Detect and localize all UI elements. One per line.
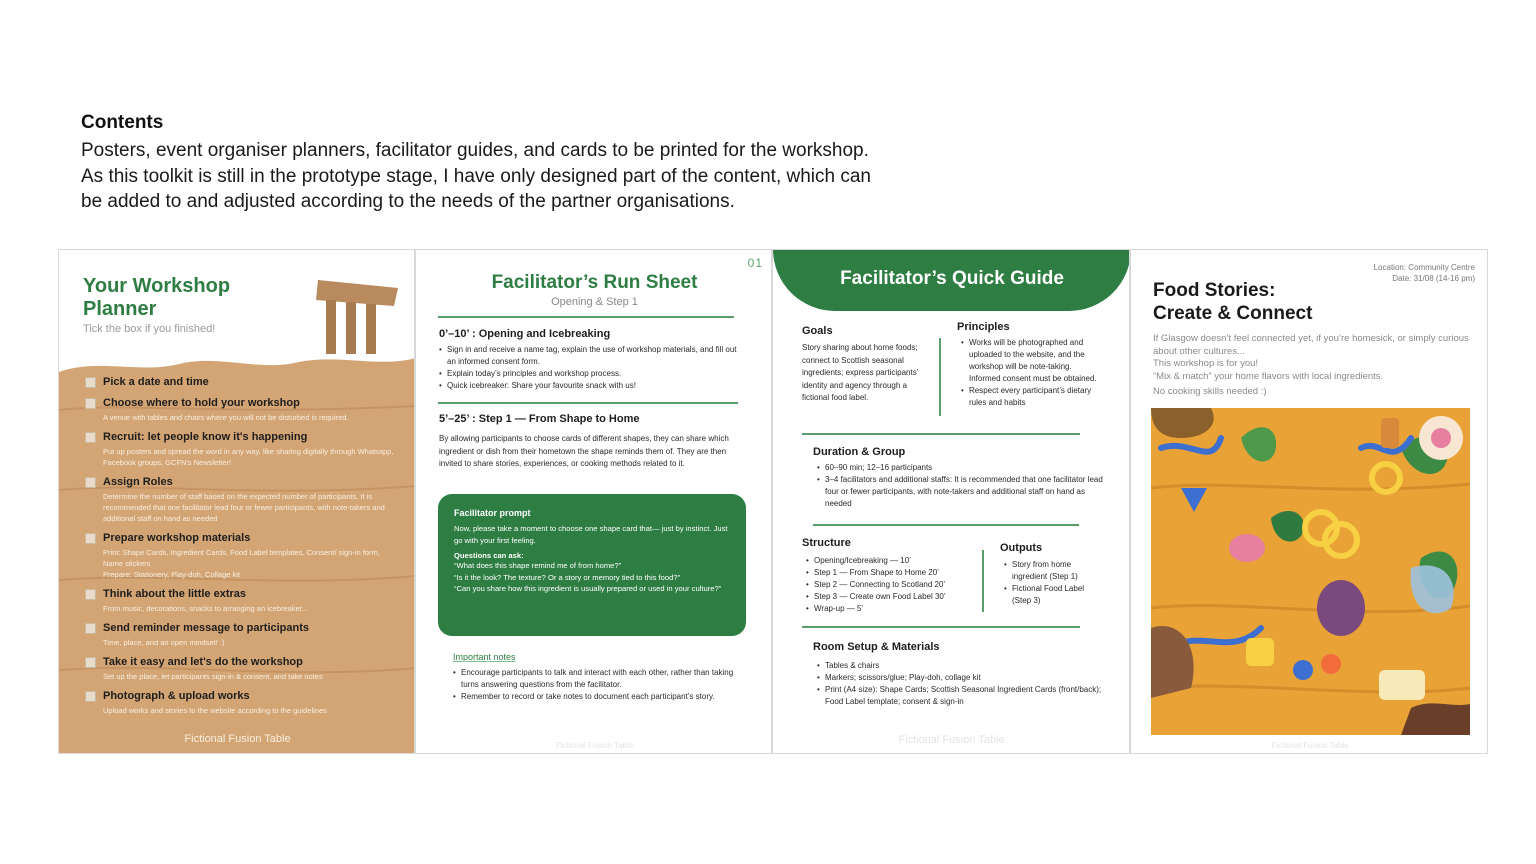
chair-icon bbox=[312, 276, 402, 356]
checkbox[interactable] bbox=[85, 477, 96, 488]
workshop-planner-page bbox=[58, 249, 415, 754]
checklist-item: Pick a date and time bbox=[85, 376, 400, 389]
poster-title: Food Stories: Create & Connect bbox=[1153, 280, 1313, 324]
list-item: • Fictional Food Label (Step 3) bbox=[1004, 583, 1099, 607]
event-location: Location: Community Centre bbox=[1373, 263, 1475, 272]
checkbox[interactable] bbox=[85, 398, 96, 409]
list-item: • Respect every participant’s dietary rules and habits bbox=[961, 385, 1101, 409]
duration-heading: Duration & Group bbox=[813, 446, 906, 458]
planner-footer: Fictional Fusion Table bbox=[184, 733, 291, 745]
column-divider bbox=[939, 338, 941, 416]
run-sheet-page bbox=[415, 249, 772, 754]
divider bbox=[813, 524, 1079, 526]
divider bbox=[438, 402, 738, 404]
list-item: • Quick icebreaker: Share your favourite snack with us! bbox=[439, 380, 739, 392]
list-item: • Tables & chairs bbox=[817, 660, 1107, 672]
list-item: • 60–90 min; 12–16 participants bbox=[817, 462, 1107, 474]
important-notes-heading: Important notes bbox=[453, 652, 516, 662]
list-item: • Step 1 — From Shape to Home 20’ bbox=[806, 567, 976, 579]
run-sheet-title: Facilitator’s Run Sheet bbox=[491, 272, 698, 293]
checklist-item: Prepare workshop materials Print: Shape Cards, Ingredient Cards, Food Label templates, Consent/ sign-in form, Name stickers Prepare: Stationery, Play-doh, Collage kit bbox=[85, 532, 400, 580]
prompt-text: Now, please take a moment to choose one shape card that— just by instinct. Just go with your first feeling. bbox=[454, 524, 728, 545]
checkbox[interactable] bbox=[85, 432, 96, 443]
poster-footer: Fictional Fusion Table bbox=[1271, 741, 1349, 750]
checkbox[interactable] bbox=[85, 623, 96, 634]
food-collage-illustration bbox=[1151, 408, 1470, 735]
checkbox[interactable] bbox=[85, 589, 96, 600]
list-item: • Works will be photographed and uploaded to the website, and the workshop will be note-taking. Informed consent must be obtained. bbox=[961, 337, 1101, 385]
checklist-item: Think about the little extras From music, decorations, snacks to arranging an icebreaker... bbox=[85, 588, 400, 614]
contents-intro bbox=[81, 112, 1041, 215]
checklist-item: Send reminder message to participants Time, place, and an open mindset! :) bbox=[85, 622, 400, 648]
room-setup-list bbox=[817, 660, 1107, 708]
prompt-question: “What does this shape remind me of from home?” bbox=[454, 561, 622, 570]
important-notes-list bbox=[453, 667, 738, 703]
goals-heading: Goals bbox=[802, 325, 833, 337]
event-poster-page bbox=[1130, 249, 1488, 754]
prompt-question: “Can you share how this ingredient is usually prepared or used in your culture?” bbox=[454, 584, 722, 593]
prompt-questions-heading: Questions can ask: bbox=[454, 551, 524, 560]
room-setup-heading: Room Setup & Materials bbox=[813, 641, 940, 653]
goals-text: Story sharing about home foods; connect to Scottish seasonal ingredients; express participants’ identity and agency through a fictional food label. bbox=[802, 343, 919, 402]
list-item: • Sign in and receive a name tag, explain the use of workshop materials, and fill out an informed consent form. bbox=[439, 344, 739, 368]
prompt-heading: Facilitator prompt bbox=[454, 508, 531, 518]
list-item: • Story from home ingredient (Step 1) bbox=[1004, 559, 1099, 583]
list-item: • Wrap-up — 5’ bbox=[806, 603, 976, 615]
contents-line-2: As this toolkit is still in the prototype stage, I have only designed part of the content, which can bbox=[81, 165, 872, 187]
list-item: • 3–4 facilitators and additional staffs: It is recommended that one facilitator lead four or fewer participants, with note-takers and additional staff on hand as needed bbox=[817, 474, 1107, 510]
quick-guide-page bbox=[772, 249, 1130, 754]
planner-subtitle: Tick the box if you finished! bbox=[83, 323, 216, 335]
checklist-item: Take it easy and let's do the workshop Set up the place, let participants sign-in & consent, and take notes bbox=[85, 656, 400, 682]
checklist-item: Choose where to hold your workshop A venue with tables and chairs where you will not be disturbed is required. bbox=[85, 397, 400, 423]
list-item: • Encourage participants to talk and interact with each other, rather than taking turns answering questions from the facilitator. bbox=[453, 667, 738, 691]
list-item: • Markers; scissors/glue; Play-doh, collage kit bbox=[817, 672, 1107, 684]
event-location-date bbox=[1374, 262, 1475, 284]
divider bbox=[802, 433, 1080, 435]
opening-list bbox=[439, 344, 739, 392]
list-item: • Opening/Icebreaking — 10’ bbox=[806, 555, 976, 567]
divider bbox=[438, 316, 734, 318]
list-item: • Step 2 — Connecting to Scotland 20’ bbox=[806, 579, 976, 591]
page-number: 01 bbox=[747, 256, 763, 270]
run-sheet-subtitle: Opening & Step 1 bbox=[551, 296, 638, 308]
step1-paragraph: By allowing participants to choose cards of different shapes, they can share which ingredient or dish from their hometown the shape reminds them of. They are then invited to share stories, experiences, or cooking methods related to it. bbox=[439, 434, 729, 468]
poster-blurb: If Glasgow doesn’t feel connected yet, if you’re homesick, or simply curious about other cultures... This workshop is for you! “Mix & match” your home flavors with local ingredients. No cooking skills needed :) bbox=[1153, 333, 1469, 397]
list-item: • Explain today’s principles and workshop process. bbox=[439, 368, 739, 380]
prompt-question: “Is it the look? The texture? Or a story or memory tied to this food?” bbox=[454, 572, 681, 582]
checkbox[interactable] bbox=[85, 691, 96, 702]
contents-line-1: Posters, event organiser planners, facilitator guides, and cards to be printed for the workshop. bbox=[81, 140, 869, 161]
planner-checklist bbox=[85, 376, 400, 724]
principles-heading: Principles bbox=[957, 321, 1010, 333]
outputs-heading: Outputs bbox=[1000, 542, 1043, 554]
divider bbox=[802, 626, 1080, 628]
quick-guide-footer: Fictional Fusion Table bbox=[898, 734, 1005, 746]
checklist-item: Recruit: let people know it's happening Put up posters and spread the word in any way, like sharing digitally through Whatsapp, Facebook groups, GCFN's Newsletter! bbox=[85, 431, 400, 468]
structure-heading: Structure bbox=[802, 537, 851, 549]
facilitator-prompt-card bbox=[438, 494, 746, 636]
list-item: • Step 3 — Create own Food Label 30’ bbox=[806, 591, 976, 603]
outputs-list bbox=[1004, 559, 1099, 607]
planner-title: Your Workshop Planner bbox=[83, 275, 231, 320]
checkbox[interactable] bbox=[85, 657, 96, 668]
quick-guide-title: Facilitator’s Quick Guide bbox=[840, 268, 1064, 289]
checklist-item: Assign Roles Determine the number of staff based on the expected number of participants. It is recommended that one facilitator lead four or fewer participants, with note-takers and additional staff on hand as needed bbox=[85, 476, 400, 524]
event-date: Date: 31/08 (14-16 pm) bbox=[1392, 274, 1475, 283]
contents-line-3: be added to and adjusted according to the needs of the partner organisations. bbox=[81, 191, 735, 212]
section-opening-heading: 0’–10’ : Opening and Icebreaking bbox=[439, 328, 611, 340]
principles-list bbox=[961, 337, 1101, 409]
checklist-item: Photograph & upload works Upload works and stories to the website according to the guidelines bbox=[85, 690, 400, 716]
run-sheet-footer: Fictional Fusion Table bbox=[555, 741, 634, 750]
contents-heading: Contents bbox=[81, 112, 164, 133]
checkbox[interactable] bbox=[85, 377, 96, 388]
list-item: • Print (A4 size): Shape Cards; Scottish Seasonal Ingredient Cards (front/back); Food Label template; consent & sign-in bbox=[817, 684, 1107, 708]
checkbox[interactable] bbox=[85, 533, 96, 544]
section-step1-heading: 5’–25’ : Step 1 — From Shape to Home bbox=[439, 413, 640, 425]
list-item: • Remember to record or take notes to document each participant’s story. bbox=[453, 691, 738, 703]
column-divider bbox=[982, 550, 984, 612]
duration-list bbox=[817, 462, 1107, 510]
structure-list bbox=[806, 555, 976, 615]
